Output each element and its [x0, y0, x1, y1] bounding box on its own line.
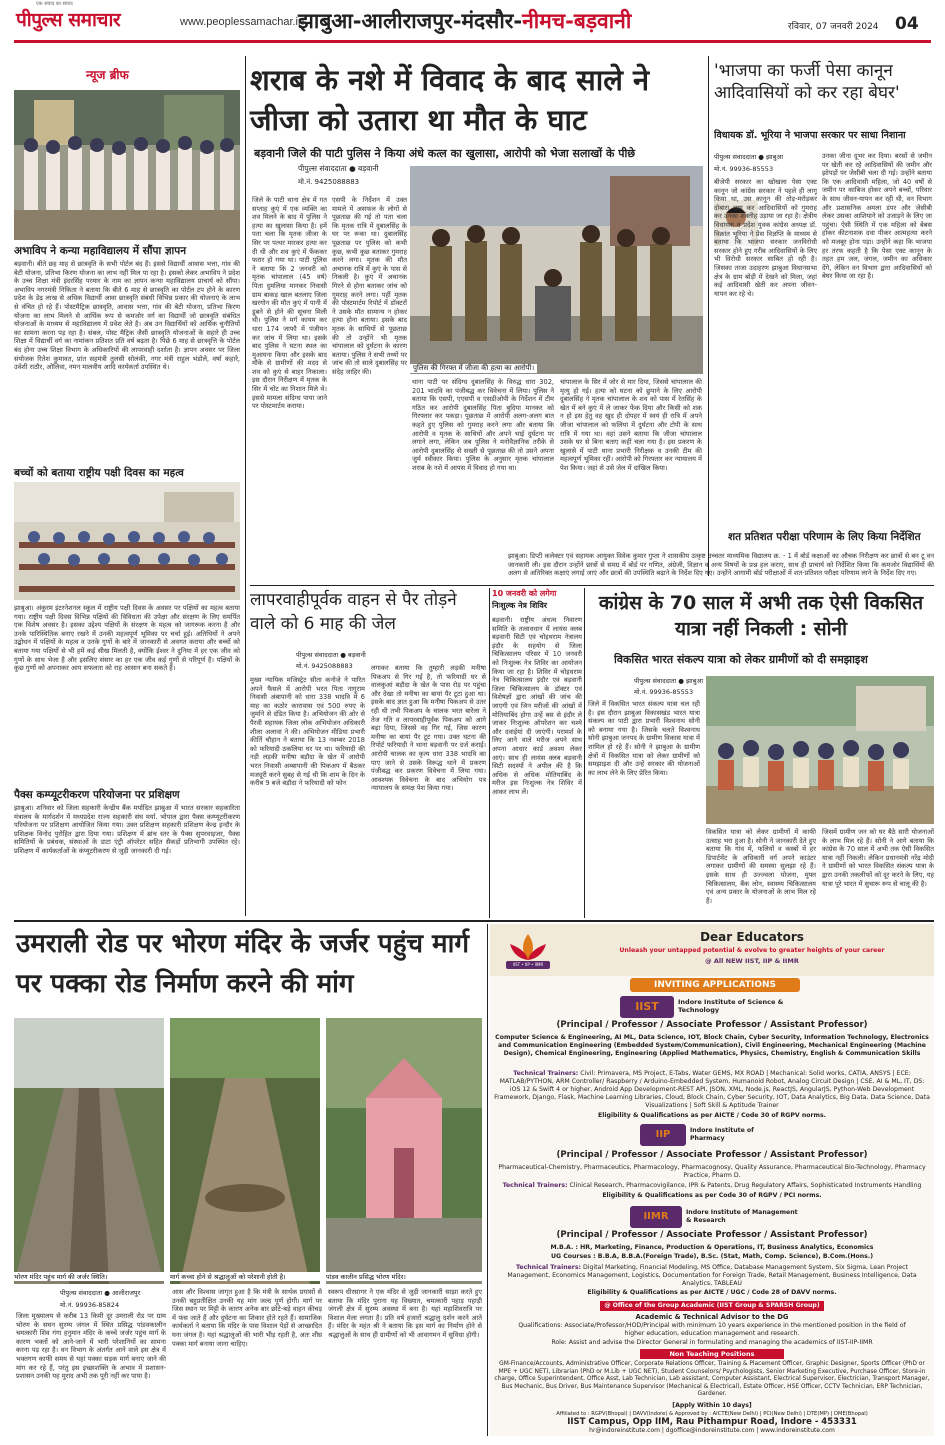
iimr-positions: (Principal / Professor / Associate Professor / Assistant Professor) — [556, 1230, 868, 1240]
lead-col-2: एसपी के निर्देशन में उक्त मामले में असफल के लोगों से पूछताछ की गई तो पता चला कि मृतक रात्रि में दुबालसिंह के घर पर रूका था। दुबालसिंह पूछताछ पर पुलिस को कभी कुछ, कभी कुछ बताकर गुमराह करने लगा। मृतक की मौत अचानक रात्रि में कुएं के पास से निकली है। कुएं में अचानक गिरने से होना बताकर जांच को गुमराह करने लगा। पहीं मृतक की पोस्टमार्टम रिपोर्ट में डॉक्टरों ने उसके मौत सामान्य न होकर हत्या होना बताया। इसके बाद मृतक के साथियों से पूछताछ की तो उन्होंने भी मृतक चांपालाल को दुर्घटना के कारण बताया। पुलिस ने सभी तथ्यों पर जांच की तो साले दुबालसिंह पर संदेह जाहिर की। — [332, 196, 407, 376]
eye-camp-body: बड़वानी। राष्ट्रीय अंधत्व निवारण समिति के तत्वावधान में लायंस क्लब बड़वानी सिटी एवं चोइथराम नेत्रालय इंदौर के सहयोग से जिला चिकित्सालय परिसर में 10 जनवरी को निःशुल्क नेत्र शिविर का आयोजन किया जा रहा है। शिविर में चोइथराम नेत्र चिकित्सालय इंदौर एवं बड़वानी जिला चिकित्सालय के डॉक्टर एवं विशेषज्ञों द्वारा आंखों की जांच की जाएगी एवं जिन मरीजों की आंखों में मोतियाबिंद होगा उन्हें बस से इंदौर ले जाकर निःशुल्क ऑपरेशन कर चश्मे और दवाईयां दी जाएंगी। परामर्श के लिए आने वाले मरीज अपने साथ अपना आधार कार्ड अवश्य लेकर आएं। साथ ही लायंस क्लब बड़वानी सिटी सदस्यों ने अपील की है कि अधिक से अधिक मोतियाबिंद के मरीज इस निःशुल्क नेत्र शिविर में आकर लाभ लें। — [492, 616, 582, 796]
ad-greeting: Dear Educators — [700, 930, 804, 944]
iimr-eligibility: Eligibility & Qualifications as per AICTE / UGC / Code 28 of DAVV norms. — [587, 1289, 837, 1296]
lead-byline: पीपुल्स संवाददाता ● बड़वानी — [298, 164, 379, 173]
lead-photo — [410, 166, 703, 374]
column-divider-eye — [489, 588, 490, 918]
column-divider-right — [708, 56, 709, 576]
lead-subhead: बड़वानी जिले की पाटी पुलिस ने किया अंधे कत्ल का खुलासा, आरोपी को भेजा सलाखों के पीछे — [254, 147, 636, 160]
apply-within: [Apply Within 10 days] — [672, 1402, 752, 1409]
masthead — [0, 0, 945, 46]
road-photo-1 — [14, 1018, 164, 1284]
vehicle-col-2: लगाकर बताया कि तुम्हारी लड़की मनीषा पिकअप से गिर गई है, तो फरियादी घर से वालकुआं बड़ौदा के खेत के पास रोड़ पर पहुंचा और देखा तो मनीषा का बायां पैर टूटा हुआ था। इसके बाद ज्ञात हुआ कि मनीषा पिकअप से उतर रही थी तभी पिकअप के चालक भरत बारेला ने तेज गति व लापरवाहीपूर्वक पिकअप को आगे बढ़ा दिया, जिससे वह गिर गई, जिस कारण मनीषा का बायां पैर टूट गया। उक्त घटना की रिपोर्ट फरियादी ने थाना बड़वानी पर दर्ज कराई। आरोपी चालक का कृत्य धारा 338 भादवि का पाए जाने से उसके विरूद्ध थाने में प्रकरण पंजीबद्ध कर प्रकरण विवेचना में लिया गया। आवश्यक विवेचना के बाद अभियोग पत्र न्यायालय के समक्ष पेश किया गया। — [371, 664, 486, 793]
brief-3-body: झाबुआ। शनिवार को जिला सहकारी केन्द्रीय बैंक मर्यादित झाबुआ में भारत सरकार सहकारिता मंत्रालय के मार्गदर्शन में मध्यप्रदेश राज्य सहकारी संघ मर्या. भोपाल द्वारा पैक्स कम्प्यूटरीकरण परियोजना पर प्रशिक्षण आयोजित किया गया। उक्त प्रशिक्षण सहकारी प्रशिक्षण केन्द्र इन्दौर के प्रशिक्षक विनोद पुरोहित द्वारा दिया गया। प्रशिक्षण में ब्रांच स्तर के पैक्स सुपरवाइजर, पैक्स समितियों के प्रबंधक, संस्थाओं के डाटा एंट्री ऑपरेटर सहित सैकड़ों प्रतिभागी उपस्थित रहे। प्रशिक्षण में कार्यकर्ताओं के कंप्यूटरीकरण से जुड़ी जानकारी दी गई। — [14, 804, 240, 855]
masthead-top-rule — [14, 40, 931, 43]
congress-story — [588, 588, 934, 918]
congress-col-3: जिसमें ग्रामीण जन को घर बैठे सारी योजनाओं के लाभ मिल रहे हैं। सोनी ने आगे बताया कि कांग्रेस के 70 साल में अभी तक ऐसी विकसित यात्रा नहीं निकली। लेकिन प्रधानमंत्री नरेंद्र मोदी ने ग्रामीणों को भारत विकसित संकल्प यात्रा के द्वारा उनकी तकलीफों को दूर करने के लिए, यह यात्रा पूरे भारत में सुचारू रूप से चालू की है। — [822, 828, 934, 888]
iimr-name: Indore Institute of Management & Research — [686, 1209, 798, 1224]
village-gathering-photo — [706, 676, 934, 824]
iist-logo-block — [620, 996, 810, 1018]
group-role: Academic & Technical Advisor to the DG — [635, 1313, 789, 1321]
road-photo-2 — [170, 1018, 320, 1284]
brief-1-headline: अभाविप ने कन्या महाविद्यालय में सौंपा ज्ञापन — [14, 245, 187, 257]
bjp-subhead: विधायक डॉ. भूरिया ने भाजपा सरकार पर साधा निशाना — [714, 130, 906, 141]
horizontal-divider-mid — [250, 585, 934, 586]
road-story — [14, 924, 484, 1436]
iip-logo-block — [640, 1124, 790, 1146]
lead-byline-box — [252, 164, 392, 194]
iimr-logo-block — [630, 1206, 800, 1228]
column-divider-left — [245, 56, 246, 916]
road-caption-3: पांडव कालीन प्रसिद्ध भोरण मंदिर। — [326, 1272, 482, 1281]
iip-trainers-text: Clinical Research, Pharmacovigilance, IPR & Patents, Drug Regulatory Affairs, Sophisticated Instruments Handling — [569, 1182, 922, 1189]
vehicle-headline: लापरवाहीपूर्वक वाहन से पैर तोड़ने वाले को 6 माह की जेल — [250, 590, 457, 634]
congress-mobile: मो.नं. 99936-85553 — [634, 688, 694, 696]
group-qualification: Qualifications: Associate/Professor/HOD/Principal with minimum 10 years experience in the mentioned position in the field of higher education, education management and research. — [518, 1322, 906, 1337]
iip-name: Indore Institute of Pharmacy — [690, 1127, 754, 1142]
muddy-path-photo — [170, 1018, 320, 1284]
brand-logo — [16, 1, 166, 36]
news-brief-tag: न्यूज ब्रीफ — [86, 68, 129, 82]
vehicle-mobile: मो.नं. 9425088883 — [296, 662, 353, 670]
news-brief-column — [14, 56, 242, 916]
page-number: 04 — [895, 14, 919, 34]
road-col-3: स्वरूप धीरसागर ने एक मंदिर से जुड़ी जानकारी साझा करते हुए बताया कि मंदिर पुराना यह विख्यात, चमत्कारी पहाड़ पहाड़ी जंगली क्षेत्र में सुरम्य अवस्था में बना है। यहां महाशिवरात्रि पर विशाल मेला लगता है। प्रति वर्ष हजारों श्रद्धालु दर्शन करने आते हैं। मंदिर के महंत श्री ने बताया कि इस मार्ग का निर्माण होने से श्रद्धालुओं के साथ ही ग्रामीणों को भी आवागमन में सुविधा होगी। — [328, 1288, 482, 1339]
students-photo — [14, 90, 240, 240]
iip-departments: Pharmaceutical-Chemistry, Pharmaceutics, Pharmacology, Pharmacognosy, Quality Assurance, Pharmaceutical Bio-Technology, Pharmacy Practice, Pharm D. — [498, 1164, 926, 1179]
vehicle-col-1: मुख्य न्यायिक मजिस्ट्रेट सीता कनोजे ने पारित अपने फैसले में आरोपी भरत पिता नागुराम निवासी अंबापानी को धारा 338 भादवि में 6 माह का कठोर कारावास एवं 500 रुपए के जुर्माने से दंडित किया है। अभियोजन की ओर से पैरवी सहायक जिला लोक अभियोजन अधिकारी शीला अलावा ने की। अभियोजन मीडिया प्रभारी कीर्ति चौहान ने बताया कि 13 नवम्बर 2018 को फरियादी ठकलिया घर पर था। फरियादी की नड़ी लड़की मनीषा बड़ौदा के खेत में आरोपी भरत निवासी अम्बापानी की पिकअप में बैठकर मजदूरी करने सुबह से गई थी कि शाम के दिन के करीब 9 बजे बड़ौदा ने फरियादी को फोन — [250, 676, 365, 788]
iist-logo-icon: IIST — [620, 996, 674, 1018]
brief-2-headline: बच्चों को बताया राष्ट्रीय पक्षी दिवस का महत्व — [14, 467, 184, 479]
iist-eligibility: Eligibility & Qualifications as per AICTE / Code 30 of RGPV norms. — [597, 1112, 827, 1119]
website: www.peoplessamachar.in — [180, 16, 305, 28]
iist-departments: Computer Science & Engineering, AI ML, Data Science, IOT, Block Chain, Cyber Security, Information Technology, Electronics and Communication Engineering (Embedded System/Communication), Civil Engineering, Mechanical Engineering (Machine Design), Chemical Engineering, Engineering (Applied Mathematics, Physics, Chemistry, English & Communication Skills — [495, 1034, 929, 1057]
region-title: झाबुआ-आलीराजपुर-मंदसौर-नीमच-बड़वानी — [298, 9, 632, 33]
non-teaching-bar: Non Teaching Positions — [640, 1349, 784, 1359]
lead-story — [250, 56, 705, 576]
iist-trainers-text: Civil: Primavera, MS Project, E-Tabs, Water GEMS, MX ROAD | Mechanical: Solid works, CATIA, ANSYS | ECE: MATLAB/PYTHON, ARM Controller/ Raspberry / Arduino-Embedded System, Humanoid Robot, Analog Circuit Design | CSE, AI & ML, IT, DS: iOS 12 & Swift 4 or higher, Android App Development-REST API, JSON, XML, Node.js, ReactJS, AngularJS, Python-Web Development Framework, Django, Flask, Machine Learning Libraries, Cloud, Block Chain, Cyber Security, IOT, Data Analytics, Big Data, Data Science, Data Visualizations | Soft Skill & Aptitude Trainer — [494, 1070, 930, 1109]
group-responsibility: Role: Assist and advise the Director General in formulating and managing the academics of IIST-IIP-IIMR — [551, 1339, 873, 1346]
road-mobile: मो.नं. 99936-85824 — [60, 1301, 120, 1309]
iip-trainers-label: Technical Trainers: — [502, 1182, 568, 1189]
iimr-departments-2: UG Courses : B.B.A, B.B.A.(Foreign Trade), B.Sc. (Stat, Math, Comp. Science), B.Com.(Hons.) — [550, 1253, 874, 1260]
iip-eligibility: Eligibility & Qualifications as per Code 30 of RGPV / PCI norms. — [602, 1192, 822, 1199]
ad-inviting-bar: INVITING APPLICATIONS — [630, 978, 800, 992]
brief-photo-1 — [14, 90, 240, 240]
brief-2-body: झाबुआ। अंकुरम इंटरनेशनल स्कूल में राष्ट्रीय पक्षी दिवस के अवसर पर पक्षियों का महत्व बताया गया। राष्ट्रीय पक्षी दिवस विभिन्न पक्षियों की विविधता की उपेक्षा और संरक्षण के लिए समर्पित एक विशेष अवसर है। इसका उद्देश्य पक्षियों के संरक्षण के महत्व को जागरूक करना है और उनके पारिस्थितिक बनाए रखने में उनकी महत्वपूर्ण भूमिका पर चर्चा हुई। अतिथियों ने अपने उद्बोधन में पक्षियों के महत्व व उनके गुणों के बारे में जानकारी से अवगत कराया और बच्चों को बताया गया पक्षियों से भी हमें कई सीख मिलती है, क्योंकि ईश्वर ने दुनिया में हर एक जीव को गुणों के साथ भेजा है और इसलिए संसार का हर एक जीव कई गुणों से परिपूर्ण है। पक्षियों के कुछ गुणों को अपनाकर आप सफलता को राह आसान बना सकते हैं। — [14, 604, 240, 673]
bjp-byline: पीपुल्स संवाददाता ● झाबुआ — [714, 153, 783, 161]
iimr-logo-icon: IIMR — [630, 1206, 682, 1228]
congress-col-2: विकसित यात्रा को लेकर ग्रामीणों में काफी उत्साह भरा हुआ है। सोनी ने जानकारी देते हुए बताया कि गांव में, फलियों व कस्बों में हर डिपार्टमेंट के अधिकारी वर्ग अपने काउंटर लगाकर ग्रामीणों की समस्या सुलझा रहे हैं। इसके साथ ही उज्ज्वला योजना, मुफ्त चिकित्सालय, बैंक लोन, स्वास्थ्य चिकित्सालय एवं अन्य प्रकार के योजनाओं के लाभ मिल रहे हैं। — [706, 828, 816, 905]
ad-tagline-2: @ All NEW IIST, IIP & IIMR — [705, 957, 799, 965]
horizontal-divider-bottom — [14, 920, 934, 922]
iimr-departments-1: M.B.A. : HR, Marketing, Finance, Production & Operations, IT, Business Analytics, Economics — [550, 1244, 874, 1251]
iip-logo-icon: IIP — [640, 1124, 686, 1146]
iist-trainers-label: Technical Trainers: — [513, 1070, 579, 1077]
road-photo-3 — [326, 1018, 482, 1284]
institute-contacts: hr@indoreinstitute.com | dgoffice@indoreinstitute.com | www.indoreinstitute.com — [589, 1427, 835, 1434]
result-headline: शत प्रतिशत परीक्षा परिणाम के लिए किया निर्देशित — [728, 531, 921, 543]
lead-headline: शराब के नशे में विवाद के बाद साले ने जीजा को उतारा था मौत के घाट — [250, 63, 650, 137]
lead-col-3: थाना पाटी पर संदिग्ध दुबालसिंह के विरुद्ध धारा 302, 201 भादवि का पंजीबद्ध कर विवेचना में लिया। पुलिस ने बताया कि एसपी, एएसपी व एसडीओपी के निर्देशन में टीम गठित कर आरोपी दुबालसिंह पिता बुदिया मानकर को गिरफ्तार कर पकड़ा। पूछताछ में आरोपी अलग-अलग बात कहते हुए पुलिस को गुमराह करने लगा और बताया कि आरोपी व मृतक के साथियों और अपने भाई दुर्घटना पर लगाने लगा, लेकिन जब पुलिस ने मनोवैज्ञानिक तरीके से आरोपी दुबालसिंह से सख्ती से पूछताछ की तो उसने अपना जुर्म स्वीकार किया। पुलिस के अनुसार मृतक चांपालाल शराब के नशे में आपस में विवाद हो गया था। — [412, 378, 554, 472]
ad-logo-badge: IIST • IIP • IIMR — [512, 962, 544, 967]
iist-name: Indore Institute of Science & Technology — [678, 998, 784, 1014]
vehicle-story — [250, 588, 488, 918]
road-caption-2: मार्ग कच्चा होने से श्रद्धालुओं को परेशानी होती है। — [170, 1272, 320, 1281]
bjp-col-2: उनका जीना दूभर कर दिया। बरसों से जमीन पर खेती कर रहे आदिवासियों की जमीन और झोपड़ों पर जेसीबी चला दी गई। उन्होंने बताया कि एक आदिवासी महिला, जो 40 वर्षों से जमीन पर काबिज होकर अपने बच्चों, परिवार के साथ जीवन-यापन कर रही थी, वन विभाग और प्रशासनिक अमला डंपर और जेसीबी लेकर उसका आशियाने को उजाड़ने के लिए जा पहुंचा। ऐसी स्थिति में एक महिला को बेबस होकर कीटनाशक दवा पीकर आत्महत्या करने को मजबूर होना पड़ा। उन्होंने कहा कि भाजपा हर तरफ कहती है कि पेसा एक्ट कानून के तहत हम जल, जंगल, जमीन का अधिकार देंगे, लेकिन वन विभाग द्वारा आदिवासियों को बेघर किया जा रहा है। — [822, 152, 932, 281]
ad-logo — [496, 928, 560, 972]
iimr-trainers-label: Technical Trainers: — [516, 1264, 582, 1271]
lead-col-4: चांपालाल के सिर में जोर से मार दिया, जिससे चांपालाल की मृत्यु हो गई। हत्या को घटना को छुपाने के लिए आरोपी दुबालसिंह ने मृतक चांपालाल के शव को पास में रेतसिंह के खेत में बने कुएं में ले जाकर फेंक दिया और किसी को शक न हो इस हेतु वह खुद ही दोपहर में स्वयं ही रात्रि में अपने जीजा चांपालाल को फलिया में दुर्घटना और टोपी के साथ रात्रि में गया था। वहां उसने बताया कि जीजा चांपालाल उसके घर से बिना बताए कहीं चला गया है। इस प्रकरण के खुलासे में पाटी थाना प्रभारी निरीक्षक व उनकी टीम की महत्वपूर्ण भूमिका रही। आरोपी को गिरफ्तार कर न्यायालय में पेश किया। जहां से उसे जेल में दाखिल किया। — [560, 378, 702, 472]
ad-tagline-1: Unleash your untapped potential & evolve to greater heights of your career — [619, 947, 885, 954]
affiliation: Affiliated to : RGPV(Bhopal) | DAVV(Indore) & Approved by : AICTE(New Delhi) | PCI(New Delhi) | DTE(MP) | DME(Bhopal) — [556, 1411, 868, 1417]
iip-trainers — [494, 1182, 930, 1190]
lead-col-1: जिले के पाटी थाना क्षेत्र में गत सप्ताह कुएं में एक व्यक्ति का शव मिलने के बाद में पुलिस ने हत्या का खुलासा किया है। हमें पता चला कि मृतक जीजा के सिर पर पत्थर मारकर हत्या कर दी थी और शव कुएं में फेंककर फरार हो गया था। पाटी पुलिस ने बताया कि 2 जनवरी को मृतक चांपालाल (45 वर्ष) पिता दुमलिया मानकर निवासी ग्राम बाकड़ खाल बतलाए जिला खरगोन की मौत कुएं में पानी में डूबने से होने की सूचना मिली थी। पुलिस ने मर्ग कायम कर धारा 174 जाफौ में पंजीयन कर जांच में लिया था। इसके बाद पुलिस ने घटना स्थल का मुआयना किया और इसके बाद मौके से ग्रामीणों की मदद से शव को कुएं से बाहर निकाला। इस दौरान निरीक्षण में मृतक के सिर में चोट का निशान मिले थे। इससे मामला संदिग्ध पाया जाने पर पोस्टमार्टम कराया। — [252, 196, 327, 411]
bjp-col-1: बीजेपी सरकार का खोखला पेसा एक्ट कानून जो कांग्रेस सरकार ने पहले ही लागू किया था, उस कानून की तोड़-मरोड़कर दोबारा लागू कर आदिवासियों को गुमराह कर उनका शक्तीह उड़ाया जा रहा है। क्षेत्रीय विधायक व प्रदेश युवक कांग्रेस अध्यक्ष डॉ. विक्रांत भूरिया ने प्रेस विज्ञप्ति के माध्यम से बताया कि भाजपा सरकार जनविरोधी सरकार होने हुए गरीब आदिवासियों के लिए भी विरोधी सरकार साबित हो रही है। जिसका ताजा उदाहरण झाबुआ विधानसभा क्षेत्र के ग्राम बोड़ी में देखने को मिला, जहां कई आदिवासी खेती कर अपना जीवन-यापन कर रहे थे। — [714, 178, 817, 298]
column-divider-congress — [584, 588, 585, 918]
brief-photo-2 — [14, 482, 240, 600]
road-col-1: जिला मुख्यालय से करीब 13 किमी दूर उमराली रोड पर ग्राम भोरण के सघन सुरम्य जंगल में स्थित प्रसिद्ध पांडवकालीन चमत्कारी शिव गंगा हनुमान मंदिर के कच्चे जर्जर पहुंच मार्ग के कारण भक्तों को आने-जाने में भारी परेशानियों का सामना करना पड़ रहा है। वन विभाग के अंतर्गत आने वाले इस क्षेत्र में भक्तगण काफी समय से यहां पक्का सड़क मार्ग बनाए जाने की मांग कर रहे हैं, परंतु इस इच्छाशक्ति के अभाव में प्रशासन-प्रशासन उनकी यह मुराद अभी तक पूरी नहीं कर पाया है। — [16, 1312, 166, 1381]
bjp-headline: 'भाजपा का फर्जी पेसा कानून आदिवासियों को कर रहा बेघर' — [714, 61, 900, 103]
congress-subhead: विकसित भारत संकल्प यात्रा को लेकर ग्रामीणों को दी समझाइश — [614, 653, 868, 666]
result-body: झाबुआ। डिप्टी कलेक्टर एवं सहायक आयुक्त विवेक कुमार गुप्ता ने शासकीय उत्कृष्ट उच्चतर माध्यमिक विद्यालय क्र. - 1 में बोर्ड कक्षाओं का औचक निरीक्षण कर छात्रों से बन टू वन जानकारी ली। इस दौरान उन्होंने छात्रों से समग्र में बोर्ड पर गणित, अंग्रेजी, विज्ञान व अन्य विषयों के प्रश्न हल कराए, साथ ही प्राचार्य को निर्देशित किया कि कमजोर विद्यार्थियों की अलग से अतिरिक्त कक्षाएं लगाई जाएं और छात्रों की उपस्थिति बढ़ाने के निर्देश दिए गए। उन्होंने आगामी बोर्ड परीक्षाओं में शत-प्रतिशत परीक्षा परिणाम लाने के निर्देश दिए गए। — [508, 552, 934, 578]
congress-headline: कांग्रेस के 70 साल में अभी तक ऐसी विकसित यात्रा नहीं निकली : सोनी — [598, 592, 924, 640]
iip-positions: (Principal / Professor / Associate Professor / Assistant Professor) — [556, 1150, 868, 1160]
institute-address: IIST Campus, Opp IIM, Rau Pithampur Road, Indore - 453331 — [567, 1417, 857, 1427]
damaged-road-photo — [14, 1018, 164, 1284]
eye-camp-head-black: निःशुल्क नेत्र शिविर — [492, 601, 548, 610]
brand-name: पीपुल्स समाचार — [16, 9, 121, 31]
brand-tagline: एक संवाद का संवाद — [36, 1, 73, 7]
temple-photo — [326, 1018, 482, 1284]
brief-3-headline: पैक्स कम्प्यूटरीकरण परियोजना पर प्रशिक्षण — [14, 789, 180, 801]
eye-camp-story — [492, 588, 582, 918]
road-col-2: आस और विश्वास जागृत हुआ है कि मंत्री के सार्थक प्रयासों से उनकी बहुप्रतीक्षित उनकी यह मांग जल्द पूर्ण होगी। मार्ग पर जिस स्थान पर मिट्टी के कारण अनेक बार छोटे-बड़े वाहन कीचड़ में फंस जाते हैं और दुर्घटना का शिकार होते रहते हैं। सामाजिक कार्यकर्ता ने बताया कि मंदिर के पास विशाल पेड़ों से आच्छादित घना जंगल है। यहां श्रद्धालुओं की भारी भीड़ रहती है, अतः शीघ्र पक्का मार्ग बनाया जाना चाहिए। — [172, 1288, 322, 1348]
iimr-trainers — [494, 1264, 930, 1288]
group-office-bar: @ Office of the Group Academic (IIST Group & SPARSH Group) — [600, 1301, 824, 1311]
iimr-trainers-text: Digital Marketing, Financial Modeling, MS Office, Database Management System, Six Sigma, Lean Project Management, Economics Management, Logistics, Documentation for Foreign Trade, Retail Management, Business Intelligence, Data Analytics, TABLEAU — [507, 1264, 917, 1287]
vehicle-byline: पीपुल्स संवाददाता ● बड़वानी — [296, 651, 366, 659]
bjp-mobile: मो.नं. 99936-85553 — [714, 165, 774, 173]
column-divider-ad — [487, 924, 488, 1436]
brief-1-body: बड़वानी। बीते छह माह से छात्रवृति के सभी पोर्टल बंद हैं। इससे विद्यार्थी आवास भत्ता, गांव की बेटी योजना, प्रतिभा किरण योजना का लाभ नहीं मिल पा रहा है। इसको लेकर अभाविप ने प्रदेश के उच्च शिक्षा मंत्री इंदरसिंह परमार के नाम का ज्ञापन कन्या महाविद्यालय प्राचार्य को सौंपा। अभाविप नगरमंत्री निकिता ने बताया कि बीते 6 माह से छात्रवृति का पोर्टल टप होने के कारण प्रदेश के डेढ़ लाख से अधिक विद्यार्थी आवा छात्रवृति संबंधी विभिन्न प्रकार की योजनाएं के लाभ से वंचित हो रहे हैं। पोस्टमैट्रिक छात्रवृति, आवास भत्ता, गांव की बेटी योजना, प्रतिभा किरण योजना का लाभ मिलने से आर्थिक रूप से कमजोर वर्ग का विद्यार्थी जो छात्रवृति संबंधित योजनाओं के माध्यम से महाविद्यालय में प्रवेश लेते है। अब उन विद्यार्थियों को आर्थिक चुनौतियों का सामना करना पड़ रहा है। संबल, पोस्ट मैट्रिक जैसी छात्रवृति योजनाओं के सहारे ही उच्च शिक्षा में विद्यार्थी वर्ग का नामांकन प्रतिशत प्रति वर्ष बढ़ता है। पिछे 6 माह से छात्रवृत्ति के पोर्टल बंद होना उच्च शिक्षा विभाग के अधिकारियों की लापरवाही दर्शाता है। ज्ञापन अवसर पर जिला संयोजक रितेश कुमावत, प्रांत सहमंत्री तुलसी सोलंकी, नगर मंत्री राहुल भंडोले, वर्षा कहारे, उर्वशी राठौर, ओलिवा, नमन मालवीय आदि कार्यकर्ता उपस्थित थे। — [14, 260, 240, 372]
issue-date: रविवार, 07 जनवरी 2024 — [788, 22, 879, 32]
police-arrest-photo — [410, 166, 703, 374]
iist-positions: (Principal / Professor / Associate Professor / Assistant Professor) — [556, 1020, 868, 1030]
road-headline: उमराली रोड पर भोरण मंदिर के जर्जर पहुंच मार्ग पर पक्का रोड निर्माण करने की मांग — [16, 929, 469, 999]
iist-trainers — [494, 1070, 930, 1110]
classroom-photo — [14, 482, 240, 600]
congress-byline: पीपुल्स संवाददाता ● झाबुआ — [634, 677, 703, 685]
eye-camp-head-red: 10 जनवरी को लगेगा — [492, 589, 557, 598]
road-caption-1: भोरण मंदिर पहुंच मार्ग की जर्जर स्थिति। — [14, 1272, 164, 1281]
institute-ad — [490, 924, 934, 1436]
non-teaching-list: GM-Finance/Accounts, Administrative Officer, Corporate Relations Officer, Training & Placement Officer, Graphic Designer, Sports Officer (PhD or MPE + UGC NET), Librarian (PhD or M.Lib + UGC NET), Student Counselors/ Psychologists, Senior Marketing Executive, Purchase Officer, Store-in charge, Office Superintendent, Office Asst, Lab Technician, Lab assistant, Computer Assistant, Electrical Supervisor, Electrician, Transport Manager, Bus Mechanic, Bus Driver, Bus Maintenance Supervisor (Mechanical & Electrical), Estate Officer, HSE Officer, CCTV Technician, ERP Technician, Gardener. — [494, 1361, 930, 1398]
congress-col-1: जिले में विकसित भारत संकल्प यात्रा चल रही है। इस दौरान झाबुआ विकासखंड भारत यात्रा संकल्प का पाटी द्वारा प्रभारी विश्वनाथ सोनी को बनाया गया है। जिसके चलते विश्वनाथ सोनी झाबुआ जनपद के ग्रामीण विकास यात्रा में शामिल हो रहे हैं। सोनी ने झाबुआ के ग्रामीण क्षेत्रों में विकसित यात्रा को लेकर ग्रामीणों को समझाइश दी और उन्हें सरकार की योजनाओं का लाभ लेने के लिए प्रेरित किया। — [588, 700, 700, 777]
lead-mobile: मो.नं. 9425088883 — [298, 178, 360, 186]
congress-photo — [706, 676, 934, 824]
lead-photo-caption: पुलिस की गिरफ्त में जीजा की हत्या का आरोपी। — [410, 364, 537, 373]
bjp-story — [712, 56, 934, 528]
road-byline: पीपुल्स संवाददाता ● आलीराजपुर — [60, 1289, 141, 1297]
